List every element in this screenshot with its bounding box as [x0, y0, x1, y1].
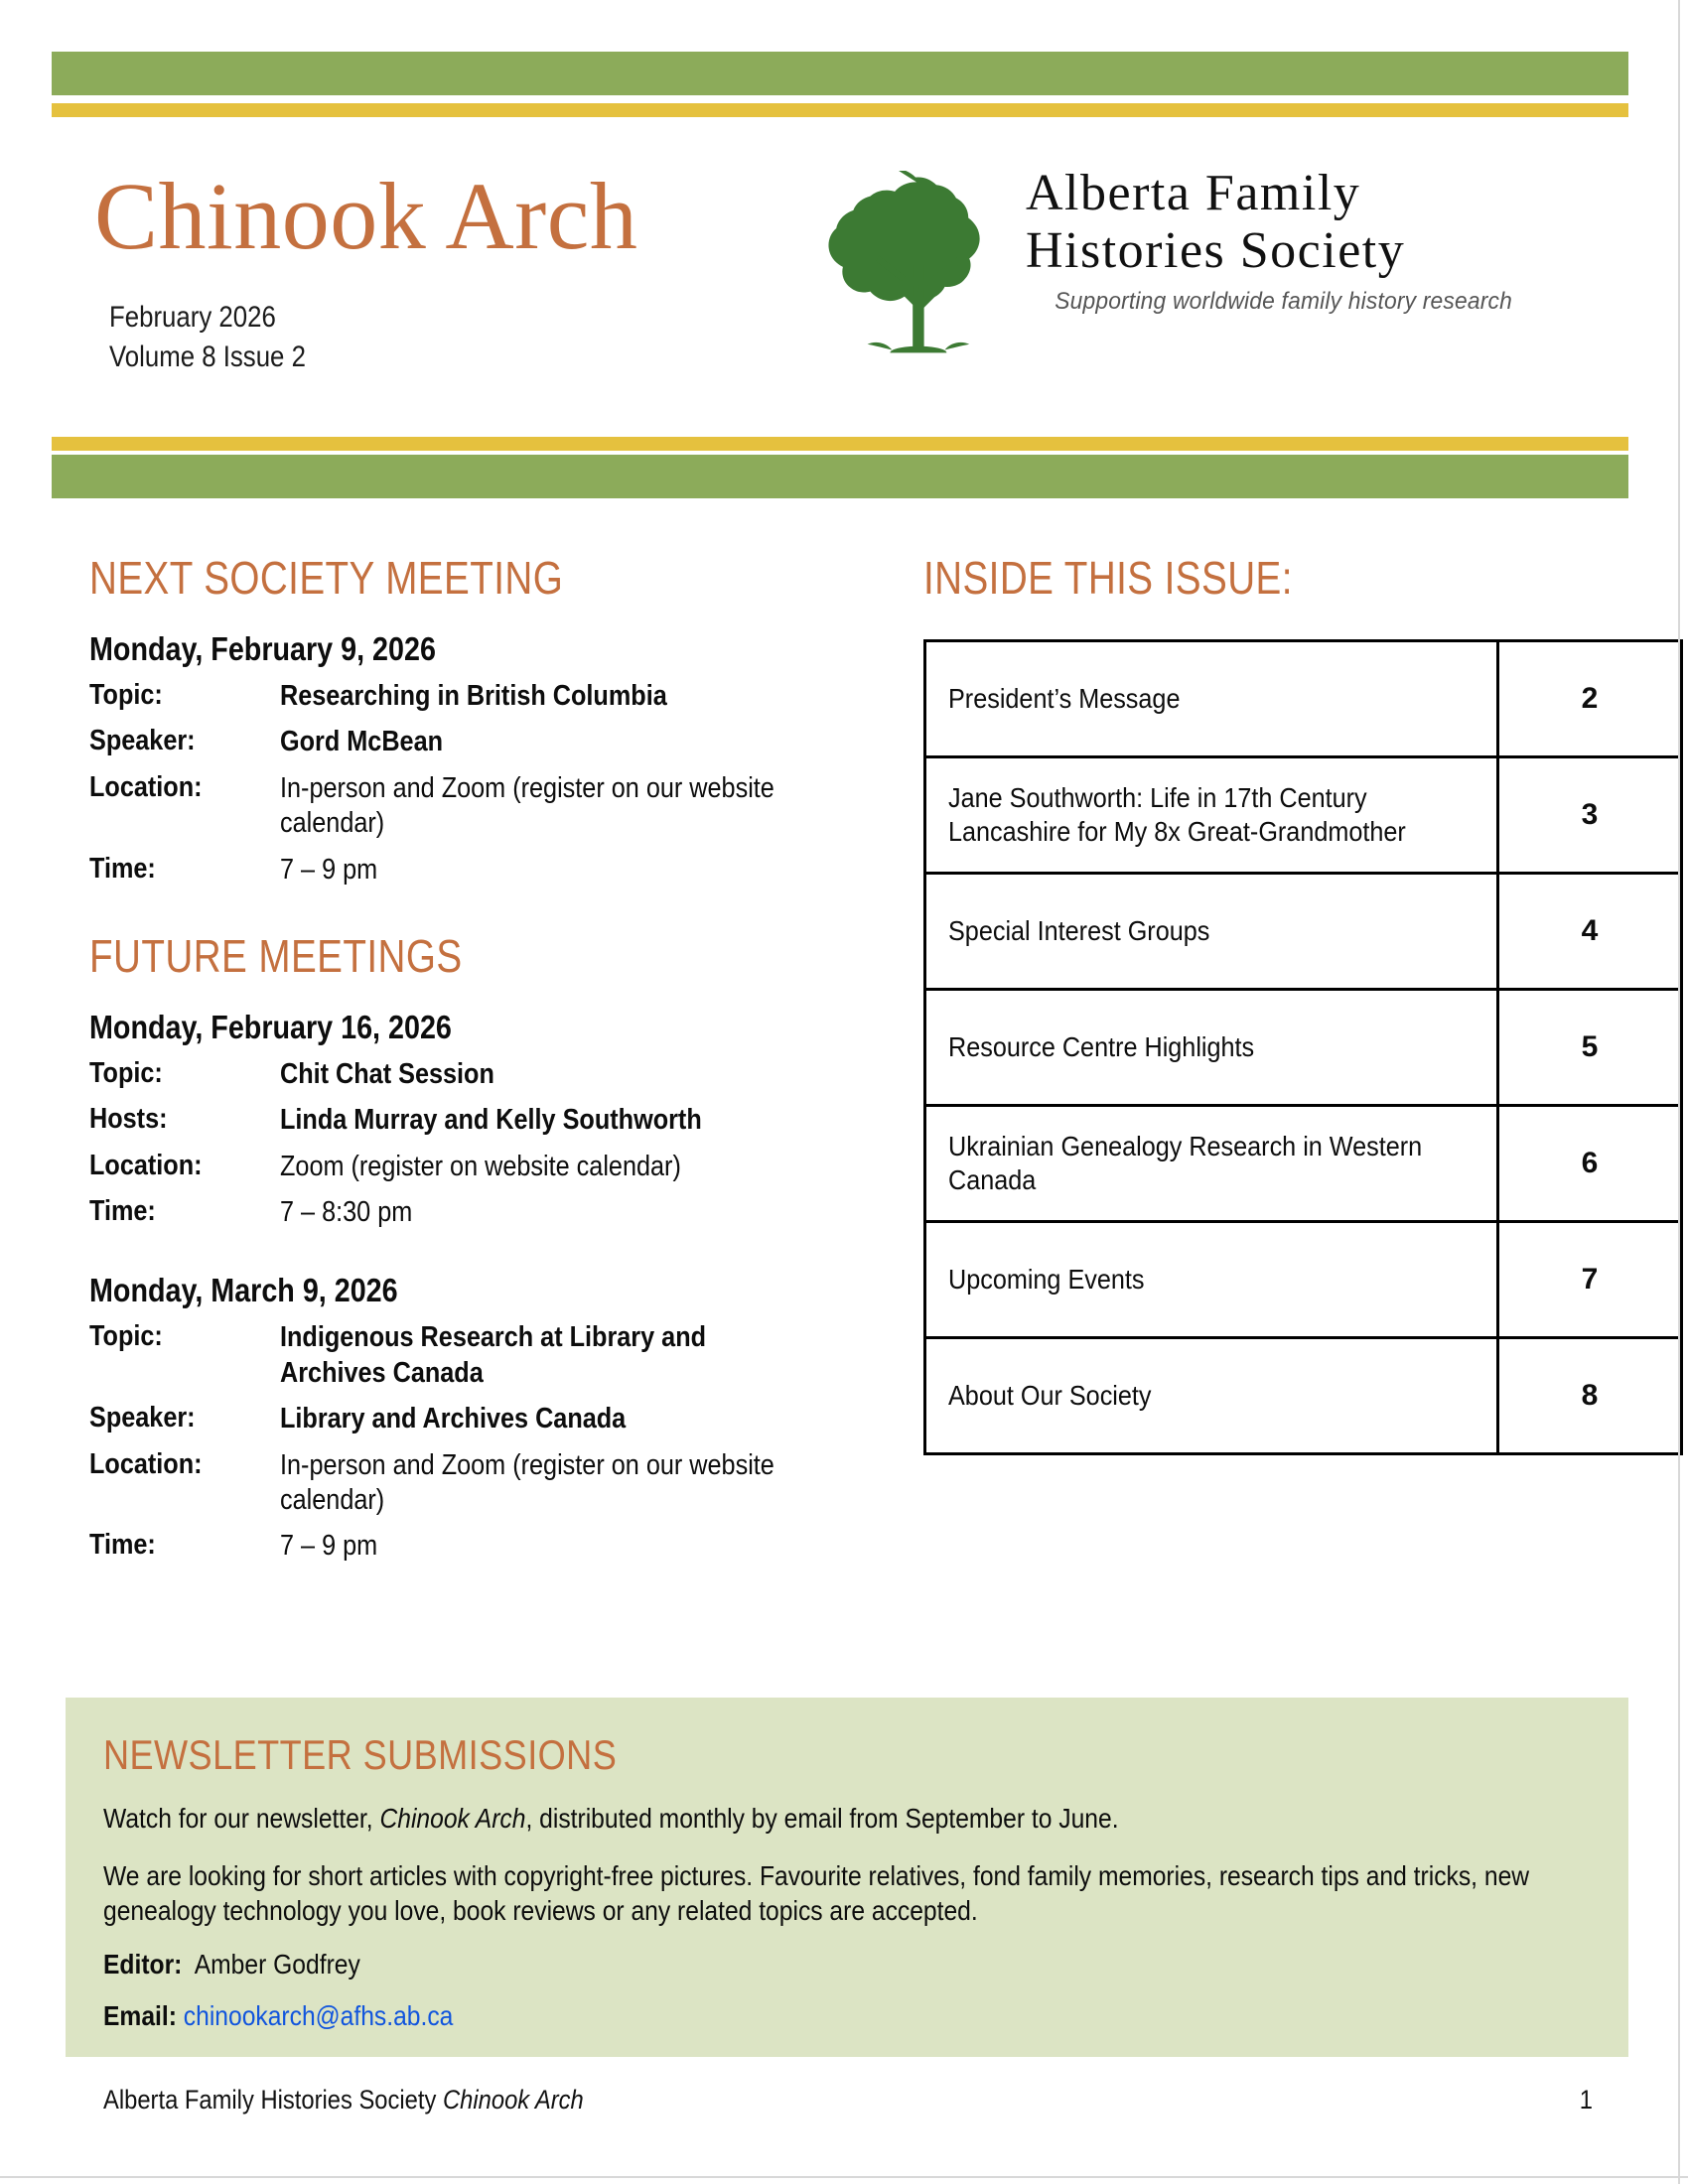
detail-value: Chit Chat Session	[280, 1057, 494, 1090]
detail-label: Speaker:	[89, 725, 196, 757]
detail-value: Linda Murray and Kelly Southworth	[280, 1104, 702, 1137]
table-row	[925, 1106, 1682, 1222]
detail-label: Time:	[89, 1195, 156, 1227]
header-top-green-bar	[52, 52, 1628, 95]
meeting-detail-row	[89, 1448, 884, 1519]
footer-society-line	[103, 2085, 584, 2116]
society-logo	[822, 159, 1517, 372]
para1-publication-name: Chinook Arch	[379, 1803, 526, 1834]
detail-value: Gord McBean	[280, 726, 444, 758]
footer-publication-name: Chinook Arch	[442, 2085, 584, 2115]
toc-title-text: About Our Society	[948, 1380, 1152, 1412]
detail-label: Topic:	[89, 679, 163, 711]
meetings-column	[89, 551, 884, 1565]
meeting-detail-row	[89, 1320, 884, 1391]
detail-value: 7 – 8:30 pm	[280, 1196, 413, 1228]
tree-icon	[822, 171, 1011, 359]
meeting-detail-row	[89, 1103, 884, 1138]
toc-entry-title	[925, 990, 1498, 1106]
detail-label: Location:	[89, 770, 203, 803]
page-footer	[103, 2085, 1593, 2116]
para1-before: Watch for our newsletter,	[103, 1803, 380, 1834]
toc-entry-page: 3	[1498, 757, 1682, 874]
detail-label: Hosts:	[89, 1103, 168, 1136]
meeting-detail-row	[89, 1150, 884, 1184]
page-edge-bottom	[0, 2176, 1688, 2178]
publication-title: Chinook Arch	[94, 163, 638, 269]
meeting-detail-row	[89, 1529, 884, 1564]
newsletter-submissions-box	[66, 1698, 1628, 2057]
toc-entry-page: 8	[1498, 1338, 1682, 1454]
header-top-gold-bar	[52, 103, 1628, 117]
detail-value: Library and Archives Canada	[280, 1403, 627, 1435]
para1-after: , distributed monthly by email from September to June.	[525, 1803, 1119, 1834]
submissions-heading: NEWSLETTER SUBMISSIONS	[103, 1731, 618, 1778]
page-edge-right	[1678, 0, 1680, 2184]
toc-entry-title	[925, 757, 1498, 874]
toc-entry-title	[925, 1222, 1498, 1338]
logo-line-1: Alberta Family	[1026, 165, 1361, 221]
toc-entry-title	[925, 1338, 1498, 1454]
detail-value: Zoom (register on website calendar)	[280, 1150, 681, 1182]
masthead	[0, 139, 1688, 427]
toc-entry-title	[925, 641, 1498, 757]
toc-entry-page: 5	[1498, 990, 1682, 1106]
footer-society-name: Alberta Family Histories Society	[103, 2085, 443, 2115]
meeting-detail-row	[89, 1057, 884, 1092]
editor-line	[103, 1949, 1419, 1980]
footer-page-number: 1	[1579, 2085, 1593, 2115]
detail-label: Topic:	[89, 1320, 163, 1353]
toc-title-text: Resource Centre Highlights	[948, 1031, 1255, 1063]
table-row	[925, 874, 1682, 990]
toc-entry-page: 7	[1498, 1222, 1682, 1338]
toc-title-text: Ukrainian Genealogy Research in Western Canada	[948, 1131, 1423, 1195]
meeting-detail-row	[89, 1402, 884, 1436]
detail-value: 7 – 9 pm	[280, 853, 378, 886]
toc-title-text: Jane Southworth: Life in 17th Century Lancashire for My 8x Great-Grandmother	[948, 782, 1406, 847]
detail-label: Speaker:	[89, 1402, 196, 1434]
future-meetings-heading: FUTURE MEETINGS	[89, 929, 463, 982]
toc-entry-title	[925, 874, 1498, 990]
issue-volume: Volume 8 Issue 2	[109, 340, 306, 373]
submissions-paragraph-2: We are looking for short articles with copyright-free pictures. Favourite relatives, fond family memories, research tips and tricks, new genealogy technology you love, book reviews or any related topics are accepted.	[103, 1859, 1530, 1927]
meeting-detail-row	[89, 853, 884, 887]
meeting-detail-row	[89, 1195, 884, 1230]
issue-info	[109, 298, 306, 377]
detail-value: Indigenous Research at Library and Archives Canada	[280, 1321, 707, 1389]
table-row	[925, 757, 1682, 874]
email-link[interactable]: chinookarch@afhs.ab.ca	[183, 1999, 454, 2031]
email-label: Email:	[103, 1999, 177, 2031]
meeting-detail-row	[89, 725, 884, 759]
header-bottom-gold-bar	[52, 437, 1628, 451]
detail-value: In-person and Zoom (register on our website calendar)	[280, 771, 774, 840]
toc-title-text: President’s Message	[948, 683, 1181, 715]
table-row	[925, 641, 1682, 757]
issue-date: February 2026	[109, 301, 276, 334]
detail-value: In-person and Zoom (register on our website calendar)	[280, 1448, 774, 1516]
logo-line-2: Histories Society	[1026, 222, 1406, 280]
toc-title-text: Special Interest Groups	[948, 915, 1210, 947]
toc-entry-page: 4	[1498, 874, 1682, 990]
detail-label: Time:	[89, 1529, 156, 1562]
detail-label: Location:	[89, 1149, 203, 1181]
meeting-detail-row	[89, 771, 884, 842]
detail-label: Location:	[89, 1447, 203, 1480]
logo-tagline: Supporting worldwide family history research	[1055, 288, 1512, 316]
inside-this-issue-heading: INSIDE THIS ISSUE:	[923, 552, 1293, 604]
table-of-contents	[923, 639, 1683, 1455]
next-meeting-date: Monday, February 9, 2026	[89, 630, 436, 667]
meeting-detail-row	[89, 679, 884, 714]
editor-label: Editor:	[103, 1948, 183, 1979]
submissions-paragraph-1	[103, 1801, 1591, 1837]
table-row	[925, 990, 1682, 1106]
detail-value: Researching in British Columbia	[280, 680, 667, 712]
email-line	[103, 2000, 1419, 2032]
header-bottom-green-bar	[52, 455, 1628, 498]
detail-label: Time:	[89, 852, 156, 885]
toc-entry-page: 2	[1498, 641, 1682, 757]
toc-entry-page: 6	[1498, 1106, 1682, 1222]
table-row	[925, 1222, 1682, 1338]
logo-wordmark	[1026, 165, 1512, 316]
inside-this-issue-column	[923, 551, 1599, 1455]
detail-value: 7 – 9 pm	[280, 1530, 378, 1563]
toc-entry-title	[925, 1106, 1498, 1222]
toc-title-text: Upcoming Events	[948, 1264, 1145, 1296]
detail-label: Topic:	[89, 1056, 163, 1089]
future-meeting-date: Monday, March 9, 2026	[89, 1272, 398, 1309]
table-row	[925, 1338, 1682, 1454]
editor-name: Amber Godfrey	[194, 1948, 360, 1979]
next-meeting-heading: NEXT SOCIETY MEETING	[89, 552, 564, 604]
future-meeting-date: Monday, February 16, 2026	[89, 1008, 452, 1045]
